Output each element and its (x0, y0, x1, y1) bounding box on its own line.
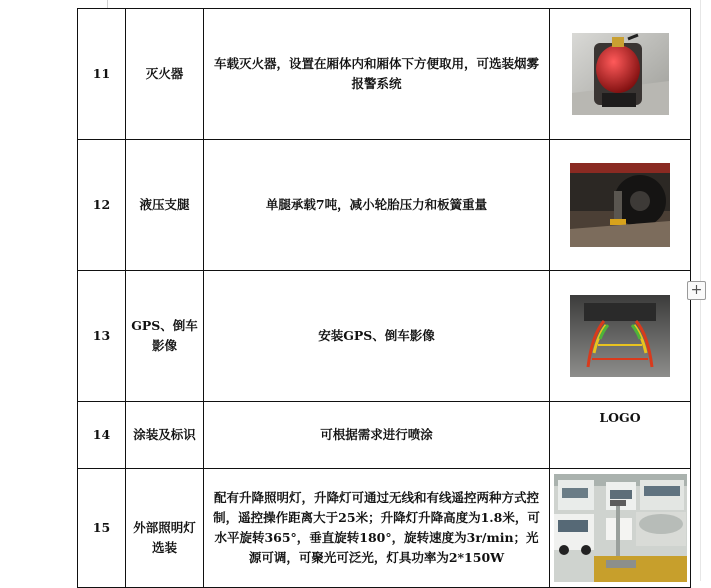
lighting-trucks-photo (554, 474, 687, 582)
row-number: 13 (78, 271, 126, 402)
item-description: 配有升降照明灯，升降灯可通过无线和有线遥控两种方式控制，遥控操作距离大于25米；升降灯升降高度为1.8米，可水平旋转365°，垂直旋转180°，旋转速度为3r/min；光源可调，可聚光可泛光，灯具功率为2*150W (204, 469, 550, 588)
row-number: 15 (78, 469, 126, 588)
fire-extinguisher-photo (572, 33, 669, 115)
item-description: 车载灭火器，设置在厢体内和厢体下方便取用，可选装烟雾报警系统 (204, 9, 550, 140)
item-description: 可根据需求进行喷涂 (204, 402, 550, 469)
frame-line (107, 0, 108, 8)
item-description: 单腿承载7吨，减小轮胎压力和板簧重量 (204, 140, 550, 271)
item-photo-cell (550, 469, 691, 588)
table-row (78, 9, 691, 140)
item-photo-cell (550, 271, 691, 402)
item-name: 涂装及标识 (126, 402, 204, 469)
reversing-camera-photo (570, 295, 670, 377)
table-row (78, 469, 691, 588)
logo-text: LOGO (550, 402, 691, 469)
item-name: GPS、倒车影像 (126, 271, 204, 402)
item-description: 安装GPS、倒车影像 (204, 271, 550, 402)
table-row (78, 402, 691, 469)
table-row (78, 140, 691, 271)
add-button[interactable]: + (687, 281, 706, 300)
item-name-text: 外部照明灯 选装 (133, 520, 196, 555)
table-row (78, 271, 691, 402)
spec-table (77, 8, 691, 588)
item-photo-cell (550, 9, 691, 140)
item-name: 灭火器 (126, 9, 204, 140)
row-number: 12 (78, 140, 126, 271)
item-photo-cell (550, 140, 691, 271)
hydraulic-leg-photo (570, 163, 670, 247)
item-name (126, 469, 204, 588)
row-number: 14 (78, 402, 126, 469)
item-name: 液压支腿 (126, 140, 204, 271)
row-number: 11 (78, 9, 126, 140)
